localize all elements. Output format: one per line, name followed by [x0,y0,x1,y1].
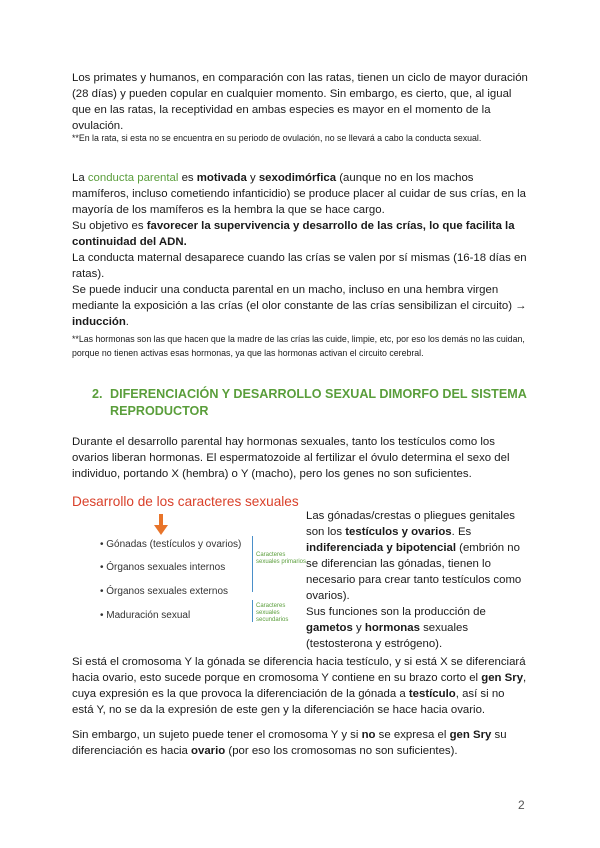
text-run: sexuales (testosterona y estrógeno). [306,622,469,650]
text-run: (aunque no en los machos mamíferos, incluso cometiendo infanticidio) se produce placer al cuidar de sus crías, en la mayoría de los mamíferos es la hembra la que se hace cargo. [72,172,526,216]
label-secundarios: Caracteres sexuales secundarios [256,603,289,623]
note-rata: **En la rata, si esta no se encuentra en su periodo de ovulación, no se llevará a cabo la conducta sexual. [72,133,482,143]
text-run: Se puede inducir una conducta parental en un macho, incluso en una hembra virgen mediante la exposición a las crías (el olor constante de las crías sensibilizan el circuito) → [72,284,527,312]
heading-text: DIFERENCIACIÓN Y DESARROLLO SEXUAL DIMORFO DEL SISTEMA REPRODUCTOR [110,387,527,418]
text-run: y [352,622,365,634]
paragraph-cromosoma-y [72,654,528,718]
figure-item-maduracion: • Maduración sexual [100,610,191,621]
paragraph-primates: Los primates y humanos, en comparación con las ratas, tienen un ciclo de mayor duración (28 días) y pueden copular en cualquier momento. Sin embargo, es cierto, que, al igual que en las ratas, la receptividad en ambas especies es mayor en el momento de la ovulación. [72,72,528,132]
text-run: se expresa el [375,729,450,741]
bracket-primarios [252,536,253,592]
label-primarios: Caracteres sexuales primarios [256,552,307,565]
arrow-down-icon [154,514,168,536]
text-run: La [72,172,88,184]
term-sexodimorfica: sexodimórfica [258,172,337,184]
text-run: Sin embargo, un sujeto puede tener el cromosoma Y y si [72,729,362,741]
term-testiculo: testículo [408,688,456,700]
term-induccion: inducción [72,316,126,328]
text-run: La conducta maternal desaparece cuando las crías se valen por sí mismas (16-18 días en ratas). [72,252,527,280]
section-heading [92,386,532,420]
text-run: Su objetivo es [72,220,147,232]
figure-item-organos-externos: • Órganos sexuales externos [100,586,229,597]
figure-item-gonadas: • Gónadas (testículos y ovarios) [100,539,242,550]
note-hormonas: **Las hormonas son las que hacen que la madre de las crías las cuide, limpie, etc, por eso los demás no las cuidan, porque no tienen activas esas hormonas, ya que las hormonas activan el circuito cerebral. [72,334,525,358]
term-hormonas: hormonas [364,622,420,634]
text-run: , así si no está Y, no se da la expresión de este gen y la diferenciación se hace hacia ovario. [72,688,505,716]
figure-caracteres-sexuales [72,490,306,640]
text-run: es [178,172,197,184]
page-number: 2 [518,798,525,812]
paragraph-desarrollo-parental: Durante el desarrollo parental hay hormonas sexuales, tanto los testículos como los ovarios liberan hormonas. El espermatozoide al fertilizar el óvulo determina el sexo del individuo, portando X (hembra) o Y (macho), pero los genes no son suficientes. [72,436,510,480]
term-testiculos-ovarios: testículos y ovarios [345,526,452,538]
term-motivada: motivada [196,172,247,184]
term-ovario: ovario [191,745,226,757]
figure-item-organos-internos: • Órganos sexuales internos [100,562,226,573]
paragraph-sin-embargo [72,727,528,759]
text-run: Sus funciones son la producción de [306,606,486,618]
text-run: su diferenciación es hacia [72,729,507,757]
term-gen-sry: gen Sry [449,729,492,741]
text-run: y [246,172,259,184]
heading-number: 2. [92,387,103,401]
text-run: Si está el cromosoma Y la gónada se diferencia hacia testículo, y si está X se diferenciará hacia ovario, esto sucede porque en cromosoma Y contiene en su brazo corto el [72,656,526,684]
paragraph-gonadas [306,508,528,652]
text-run: (por eso los cromosomas no son suficientes). [225,745,458,757]
text-run: . [125,316,129,328]
term-indiferenciada: indiferenciada y bipotencial [306,542,457,554]
paragraph-conducta-parental [72,170,528,330]
text-run: Las gónadas/crestas o pliegues genitales son los [306,510,515,538]
term-conducta-parental: conducta parental [87,172,179,184]
term-gen-sry: gen Sry [481,672,524,684]
bracket-secundarios [252,600,253,622]
term-no: no [361,729,376,741]
figure-title: Desarrollo de los caracteres sexuales [72,494,299,509]
term-gametos: gametos [306,622,353,634]
text-run: , cuya expresión es la que provoca la diferenciación de la gónada a [72,672,527,700]
text-run: . Es [451,526,472,538]
text-run: (embrión no se diferencian las gónadas, tienen lo necesario para crear tanto testículos como ovarios). [306,542,522,602]
term-objetivo: favorecer la supervivencia y desarrollo de las crías, lo que facilita la continuidad del ADN. [72,220,515,248]
